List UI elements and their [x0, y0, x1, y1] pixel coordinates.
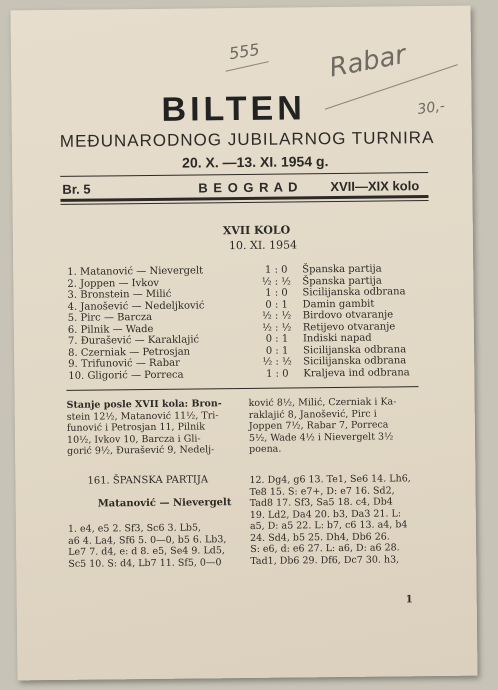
pairing: 6. Pilnik — Wade — [67, 323, 154, 336]
score: 1 : 0 — [264, 264, 288, 276]
city-name: B E O G R A D — [198, 179, 299, 196]
score: 0 : 1 — [265, 299, 288, 311]
moves-line: Sc5 10. S: d4, Lb7 11. Sf5, 0—0 — [68, 556, 222, 570]
pairing: 2. Joppen — Ivkov — [67, 277, 160, 290]
pairing: 10. Gligorić — Porreca — [68, 369, 184, 382]
score: ½ : ½ — [261, 276, 291, 288]
score: ½ : ½ — [262, 356, 292, 368]
score: 1 : 0 — [266, 368, 289, 380]
standings-line: raklajić 8, Janošević, Pirc i — [248, 408, 377, 421]
opening: Indiski napad — [302, 332, 372, 345]
opening: Sicilijanska odbrana — [303, 343, 407, 356]
standings-line: ković 8½, Milić, Czerniak i Ka- — [248, 396, 397, 409]
opening: Kraljeva ind odbrana — [303, 366, 410, 379]
score: 0 : 1 — [265, 345, 289, 357]
standings-line: poena. — [249, 443, 282, 455]
standings-line: 5½, Wade 4½ i Nievergelt 3½ — [248, 430, 394, 444]
moves-line: a5, D: a5 22. L: b7, c6 13. a4, b4 — [249, 519, 408, 532]
moves-line: 19. Ld2, Da4 20. b3, Da3 21. L: — [249, 507, 402, 521]
opening: Birdovo otvaranje — [302, 309, 394, 322]
score: ½ : ½ — [262, 310, 292, 322]
game-moves-left — [68, 522, 227, 570]
opening: Damin gambit — [302, 298, 375, 310]
moves-line: S: e6, d: e6 27. L: a6, D: a6 28. — [250, 542, 400, 555]
score: 0 : 1 — [265, 333, 289, 345]
moves-line: Tad1, Db6 29. Df6, Dc7 30. h3, — [250, 553, 400, 567]
pairing: 8. Czerniak — Petrosjan — [68, 346, 191, 359]
opening: Sicilijanska odbrana — [302, 286, 406, 299]
opening: Retijevo otvaranje — [302, 320, 396, 333]
moves-line: 1. e4, e5 2. Sf3, Sc6 3. Lb5, — [67, 522, 202, 535]
rounds-range: XVII—XIX kolo — [330, 178, 420, 195]
moves-line: a6 4. La4, Sf6 5. 0—0, b5 6. Lb3, — [68, 533, 227, 547]
standings-right — [249, 396, 397, 455]
handwritten-number: 555 — [227, 39, 261, 64]
moves-line: Tad8 17. Sf3, Sa5 18. c4, Db4 — [249, 496, 393, 509]
opening: Španska partija — [302, 263, 382, 276]
standings-line: Stanje posle XVII kola: Bron- — [66, 398, 222, 411]
page-number: 1 — [405, 594, 413, 606]
score: ½ : ½ — [262, 322, 292, 334]
results-table — [67, 263, 443, 382]
pairing: 4. Janošević — Nedeljković — [67, 299, 205, 313]
pairing: 3. Bronstein — Milić — [67, 288, 172, 301]
opening: Sicilijanska odbrana — [303, 355, 407, 368]
pairing: 7. Đurašević — Karaklajić — [67, 334, 200, 347]
game-heading: 161. ŠPANSKA PARTIJA — [87, 474, 209, 487]
pairing: 5. Pirc — Barcza — [67, 311, 153, 324]
results-rule — [66, 386, 418, 391]
standings-line: Joppen 7½, Rabar 7, Porreca — [248, 419, 389, 432]
game-players: Matanović — Nievergelt — [97, 497, 232, 510]
score: 1 : 0 — [265, 287, 288, 299]
tournament-dates: 20. X. —13. XI. 1954 g. — [182, 153, 329, 171]
handwritten-name: Rabar — [326, 39, 409, 84]
round-title: XVII KOLO — [222, 223, 291, 238]
moves-line: 12. Dg4, g6 13. Te1, Se6 14. Lh6, — [249, 473, 411, 486]
game-moves-right — [249, 473, 411, 567]
opening: Španska partija — [302, 275, 382, 287]
round-date: 10. XI. 1954 — [228, 238, 298, 253]
pairing: 9. Trifunović — Rabar — [68, 357, 180, 370]
standings-line: 10½, Ivkov 10, Barcza i Gli- — [66, 432, 201, 446]
moves-line: 24. Sd4, b5 25. Dh4, Db6 26. — [249, 530, 390, 544]
standings-line: gorić 9½, Đurašević 9, Nedelj- — [67, 444, 215, 457]
moves-line: Le7 7. d4, e: d 8. e5, Se4 9. Ld5, — [68, 545, 225, 558]
tournament-subtitle: MEĐUNARODNOG JUBILARNOG TURNIRA — [59, 127, 435, 151]
pairing: 1. Matanović — Nievergelt — [67, 265, 204, 278]
issue-number: Br. 5 — [62, 181, 91, 197]
bulletin-page — [11, 6, 478, 681]
standings-left — [67, 398, 223, 457]
header-rule-top — [60, 172, 428, 177]
moves-line: Te8 15. S: e7+, D: e7 16. Sd2, — [249, 484, 395, 498]
standings-line: funović i Petrosjan 11, Pilnik — [66, 421, 206, 434]
handwritten-price: 30,- — [416, 98, 446, 118]
standings-line: stein 12½, Matanović 11½, Tri- — [66, 409, 219, 423]
bulletin-title: BILTEN — [161, 89, 306, 129]
